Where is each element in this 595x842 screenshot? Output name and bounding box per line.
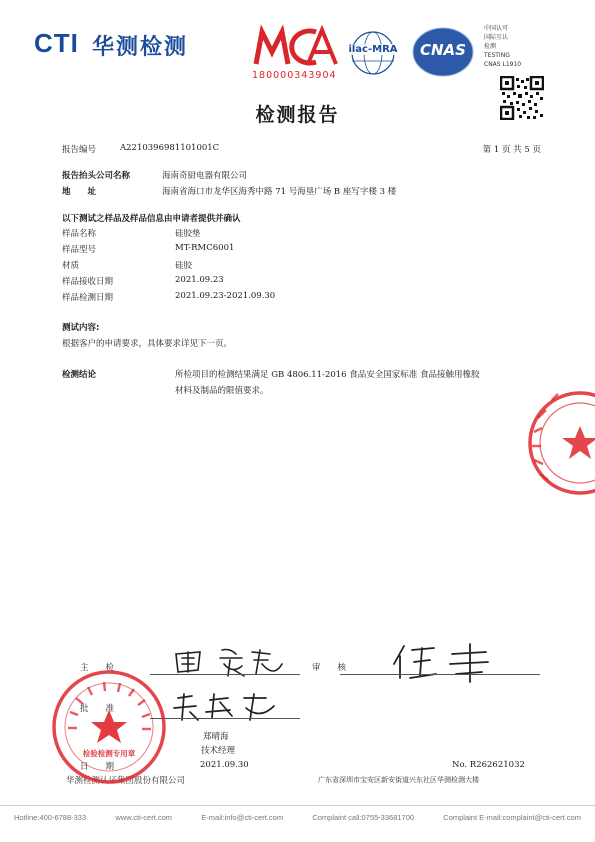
footer-complaint-email[interactable]: Complaint E-mail:complaint@cti-cert.com xyxy=(443,812,581,822)
main-inspector-label: 主 检 xyxy=(80,663,115,673)
cnas-side-line: 检测 xyxy=(484,43,497,50)
conclusion-line-1: 所检项目的检测结果满足 GB 4806.11-2016 食品安全国家标准 食品接触用橡胶 xyxy=(175,370,480,380)
sample-row-label: 样品名称 xyxy=(62,229,97,239)
issuer-name: 华测检测认证集团股份有限公司 xyxy=(66,776,186,786)
cma-mark xyxy=(252,24,340,82)
reviewer-line xyxy=(340,674,540,675)
footer-divider xyxy=(0,805,595,806)
report-number-value: A2210396981101001C xyxy=(120,143,220,153)
edge-seal-stamp xyxy=(512,388,595,498)
sample-row-label: 材质 xyxy=(62,261,80,271)
cnas-mark xyxy=(410,26,476,78)
sample-row-value: 2021.09.23 xyxy=(175,275,224,285)
sample-heading: 以下测试之样品及样品信息由申请者提供并确认 xyxy=(62,214,241,224)
reviewer-label: 审 核 xyxy=(312,663,347,673)
report-number-label: 报告编号 xyxy=(62,145,97,155)
inspector-line xyxy=(150,674,300,675)
cti-logo: CTI xyxy=(34,28,79,58)
date-label: 日 期 xyxy=(80,762,115,772)
approver-line xyxy=(150,718,300,719)
reviewer-signature xyxy=(390,640,510,684)
company-name-label: 报告抬头公司名称 xyxy=(62,171,131,181)
cnas-side-line: TESTING xyxy=(484,52,510,59)
sample-row-value: 2021.09.23-2021.09.30 xyxy=(175,291,276,301)
cnas-side-line: CNAS L1910 xyxy=(484,61,522,68)
cma-number: 180000343904 xyxy=(252,70,337,81)
footer-website[interactable]: www.cti-cert.com xyxy=(115,812,173,822)
ilac-mra-mark xyxy=(344,28,402,78)
test-content-text: 根据客户的申请要求，具体要求详见下一页。 xyxy=(62,339,233,349)
ilac-text: ilac-MRA xyxy=(344,44,402,55)
test-content-heading: 测试内容: xyxy=(62,323,100,333)
cnas-side-line: 国际互认 xyxy=(484,34,509,41)
sample-row-value: 硅胶 xyxy=(175,261,193,271)
conclusion-label: 检测结论 xyxy=(62,370,97,380)
footer-email[interactable]: E-mail:info@cti-cert.com xyxy=(201,812,284,822)
sample-row-label: 样品型号 xyxy=(62,245,97,255)
approver-title: 技术经理 xyxy=(201,746,236,756)
report-number-secondary: No. R262621032 xyxy=(452,760,525,770)
issuer-address: 广东省深圳市宝安区新安街道兴东社区华测检测大楼 xyxy=(318,776,479,784)
approver-name: 郑晴海 xyxy=(203,732,229,742)
conclusion-line-2: 材料及制品的限值要求。 xyxy=(175,386,269,396)
company-seal-stamp xyxy=(50,668,168,786)
special-seal-text: 检验检测专用章 xyxy=(82,749,136,758)
company-address-label: 地 址 xyxy=(62,187,97,197)
sample-row-label: 样品接收日期 xyxy=(62,277,114,287)
sample-row-label: 样品检测日期 xyxy=(62,293,114,303)
company-address-value: 海南省海口市龙华区海秀中路 71 号海垦广场 B 座写字楼 3 楼 xyxy=(162,187,397,197)
company-name-value: 海南奇厨电器有限公司 xyxy=(162,171,248,181)
date-value: 2021.09.30 xyxy=(200,760,249,770)
approver-label: 批 准 xyxy=(80,704,115,714)
footer-complaint-call: Complaint call:0755-33681700 xyxy=(312,812,415,822)
cnas-side-line: 中国认可 xyxy=(484,25,509,32)
cnas-text: CNAS xyxy=(420,41,466,59)
cti-logo-chinese: 华测检测 xyxy=(92,35,189,60)
page-title: 检测报告 xyxy=(255,104,340,126)
sample-row-value: 硅胶垫 xyxy=(175,229,201,239)
footer-hotline: Hotline:400-6788-333 xyxy=(14,812,87,822)
page-indicator: 第 1 页 共 5 页 xyxy=(482,145,541,155)
footer xyxy=(0,808,595,826)
cma-icon xyxy=(252,24,340,68)
cnas-side-text xyxy=(484,24,521,69)
sample-row-value: MT-RMC6001 xyxy=(175,243,235,253)
